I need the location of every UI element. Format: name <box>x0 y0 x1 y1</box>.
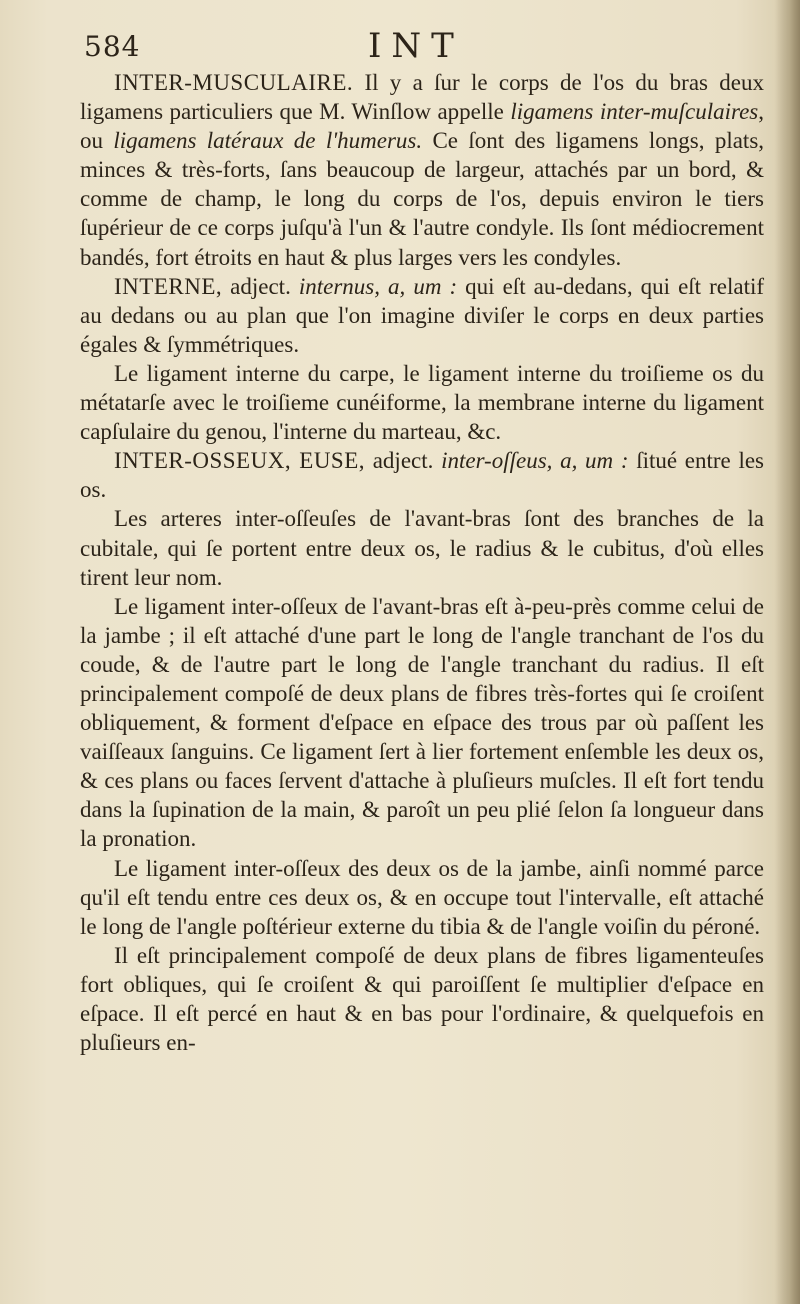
paragraph: Il eſt principalement compoſé de deux plans de fibres ligamenteuſes fort obliques, qui ſe croiſent & qui paroiſſent ſe multiplier d'eſpace en eſpace. Il eſt percé en haut & en bas pour l'ordinaire, & quelquefois en pluſieurs en- <box>80 942 764 1056</box>
entry-text: Il y a ſur le corps de l'os du bras deux ligamens particuliers que M. Winſlow appelle <box>80 70 764 125</box>
italic-term: inter-oſſeus, a, um : <box>441 448 629 474</box>
entry-inter-osseux <box>80 446 764 504</box>
entry-inter-musculaire <box>80 68 764 272</box>
italic-term: ligamens latéraux de l'humerus. <box>113 128 423 154</box>
entry-text: , ou <box>80 99 764 154</box>
entry-text: Ce ſont des ligamens longs, plats, minces & très-forts, ſans beaucoup de largeur, attachés par un bord, & comme de champ, le long du corps de l'os, depuis environ le tiers ſupérieur de ce corps juſqu'à l'un & l'autre condyle. Ils ſont médiocrement bandés, fort étroits en haut & plus larges vers les condyles. <box>80 128 765 270</box>
body-text <box>80 68 764 1057</box>
entry-text: adject. <box>222 273 299 299</box>
entry-text: adject. <box>365 448 442 474</box>
page-number: 584 <box>84 30 141 63</box>
entry-text: ſitué entre les os. <box>80 448 764 503</box>
headword: INTERNE, <box>114 273 223 299</box>
page-header <box>78 26 768 66</box>
page-edge-shadow <box>774 0 800 1304</box>
entry-interne <box>80 272 764 359</box>
paragraph: Le ligament interne du carpe, le ligament interne du troiſieme os du métatarſe avec le troiſieme cunéiforme, la membrane interne du ligament capſulaire du genou, l'interne du marteau, &c. <box>80 360 764 445</box>
paragraph: Le ligament inter-oſſeux de l'avant-bras eſt à-peu-près comme celui de la jambe ; il eſt attaché d'une part le long de l'angle tranchant de l'os du coude, & de l'autre part le long de l'angle tranchant du radius. Il eſt principalement compoſé de deux plans de fibres très-fortes qui ſe croiſent obliquement, & forment d'eſpace en eſpace des trous par où paſſent les vaiſſeaux ſanguins. Ce ligament ſert à lier fortement enſemble les deux os, & ces plans ou faces ſervent d'attache à pluſieurs muſcles. Il eſt fort tendu dans la ſupination de la main, & paroît un peu plié ſelon ſa longueur dans la pronation. <box>80 593 764 852</box>
paragraph: Le ligament inter-oſſeux des deux os de la jambe, ainſi nommé parce qu'il eſt tendu entre ces deux os, & en occupe tout l'intervalle, eſt attaché le long de l'angle poſtérieur externe du tibia & de l'angle voiſin du péroné. <box>80 855 764 939</box>
entry-text: qui eſt au-dedans, qui eſt relatif au dedans ou au plan que l'on imagine diviſer le corps en deux parties égales & ſymmétriques. <box>80 273 765 357</box>
headword: INTER-MUSCULAIRE. <box>114 70 354 95</box>
paragraph: Les arteres inter-oſſeuſes de l'avant-bras ſont des branches de la cubitale, qui ſe portent entre deux os, le radius & le cubitus, d'où elles tirent leur nom. <box>80 506 764 590</box>
italic-term: internus, a, um : <box>298 273 458 299</box>
italic-term: ligamens inter-muſculaires <box>510 99 759 125</box>
headword: INTER-OSSEUX, EUSE, <box>114 448 366 474</box>
running-head: INT <box>368 26 464 66</box>
